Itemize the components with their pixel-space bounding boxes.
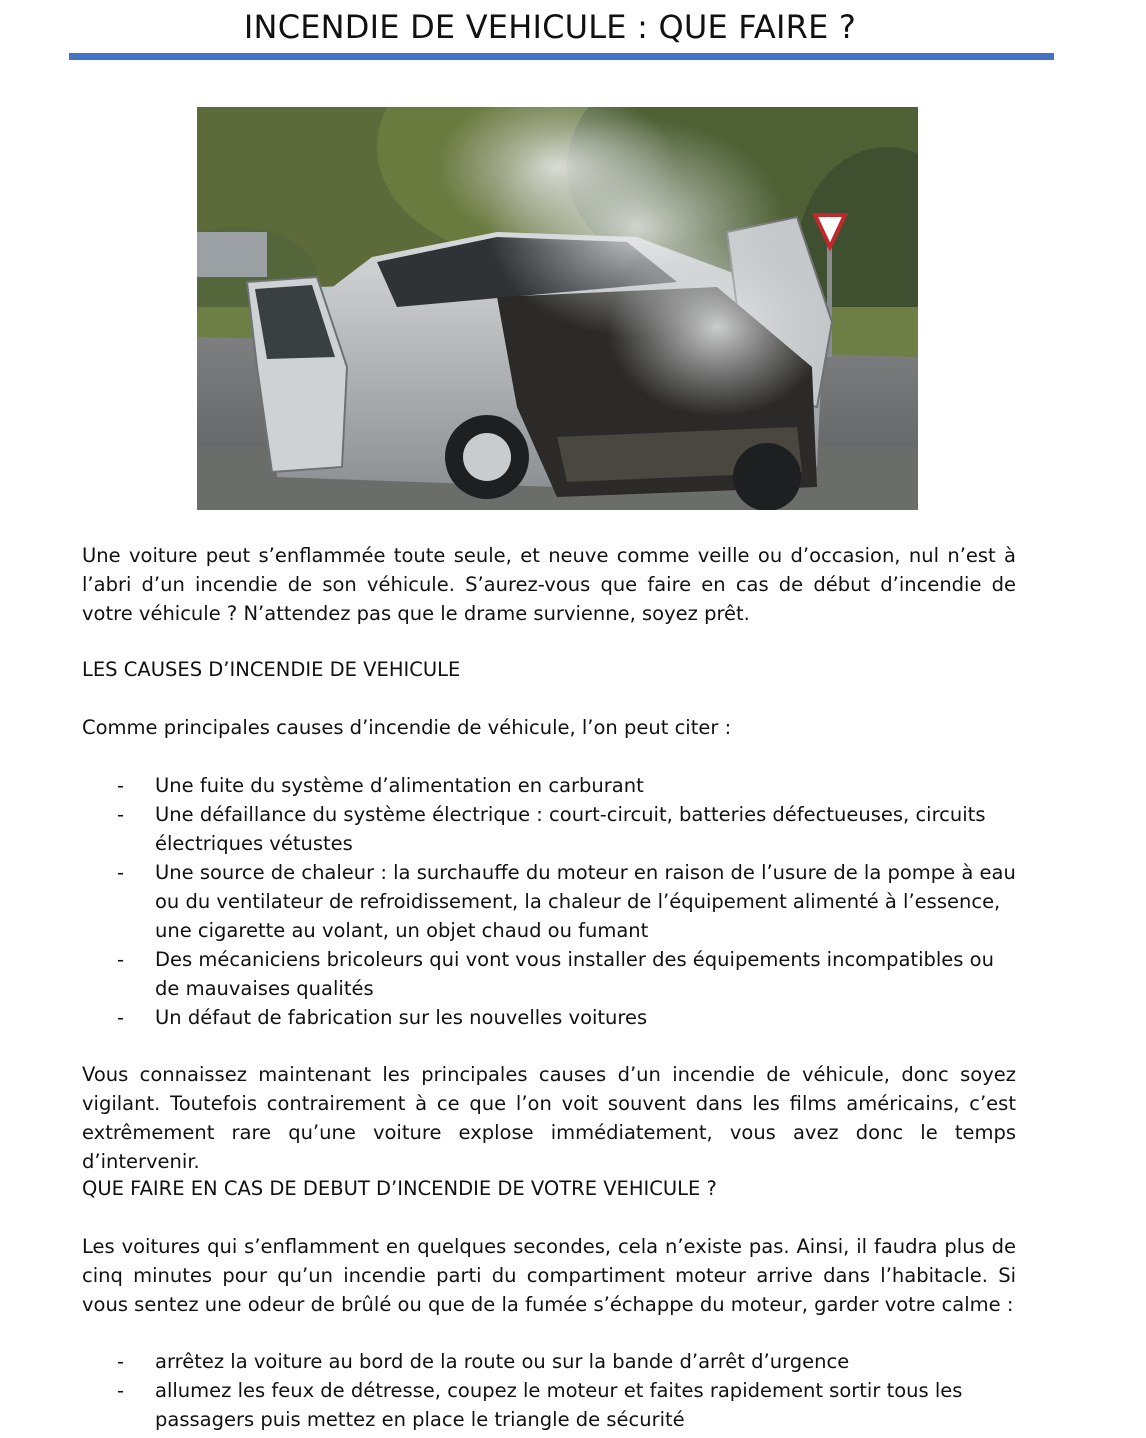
bullet-dash: -: [117, 1006, 125, 1029]
bullet-dash: -: [117, 861, 125, 884]
intro-paragraph: Une voiture peut s’enflammée toute seule, et neuve comme veille ou d’occasion, nul n’est à l’abri d’un incendie de son véhicule. S’aurez-vous que faire en cas de début d’incendie de votre véhicule ? N’attendez pas que le drame survienne, soyez prêt.: [82, 544, 1016, 625]
what-to-do-lead: Les voitures qui s’enflamment en quelques secondes, cela n’existe pas. Ainsi, il faudra plus de cinq minutes pour qu’un incendie parti du compartiment moteur arrive dans l’habitacle. Si vous sentez une odeur de brûlé ou que de la fumée s’échappe du moteur, garder votre calme :: [82, 1235, 1016, 1316]
bullet-dash: -: [117, 803, 125, 826]
list-item: - arrêtez la voiture au bord de la route ou sur la bande d’arrêt d’urgence: [82, 1347, 1016, 1376]
list-item: - Une défaillance du système électrique : court-circuit, batteries défectueuses, circuits électriques vétustes: [82, 800, 1016, 858]
section-heading-what-to-do: QUE FAIRE EN CAS DE DEBUT D’INCENDIE DE VOTRE VEHICULE ?: [82, 1177, 717, 1200]
bullet-dash: -: [117, 1350, 125, 1373]
list-item: - Des mécaniciens bricoleurs qui vont vous installer des équipements incompatibles ou de mauvaises qualités: [82, 945, 1016, 1003]
title-rule: [69, 53, 1054, 60]
section-heading-causes: LES CAUSES D’INCENDIE DE VEHICULE: [82, 658, 461, 681]
list-item: - Une source de chaleur : la surchauffe du moteur en raison de l’usure de la pompe à eau ou du ventilateur de refroidissement, la chaleur de l’équipement alimenté à l’essence, une cigarette au volant, un objet chaud ou fumant: [82, 858, 1016, 945]
causes-conclusion: Vous connaissez maintenant les principales causes d’un incendie de véhicule, donc soyez vigilant. Toutefois contrairement à ce que l’on voit souvent dans les films américains, c’est extrêmement rare qu’une voiture explose immédiatement, vous avez donc le temps d’intervenir.: [82, 1063, 1016, 1173]
list-item: - allumez les feux de détresse, coupez le moteur et faites rapidement sortir tous les passagers puis mettez en place le triangle de sécurité: [82, 1376, 1016, 1434]
burned-car-photo: [197, 107, 918, 510]
page-title: INCENDIE DE VEHICULE : QUE FAIRE ?: [243, 8, 857, 46]
list-item: - Un défaut de fabrication sur les nouvelles voitures: [82, 1003, 1016, 1032]
bullet-dash: -: [117, 1379, 125, 1402]
causes-list: [82, 771, 1016, 1032]
bullet-dash: -: [117, 948, 125, 971]
causes-lead: Comme principales causes d’incendie de véhicule, l’on peut citer :: [82, 716, 732, 739]
actions-list: [82, 1347, 1016, 1434]
bullet-dash: -: [117, 774, 125, 797]
list-item: - Une fuite du système d’alimentation en carburant: [82, 771, 1016, 800]
